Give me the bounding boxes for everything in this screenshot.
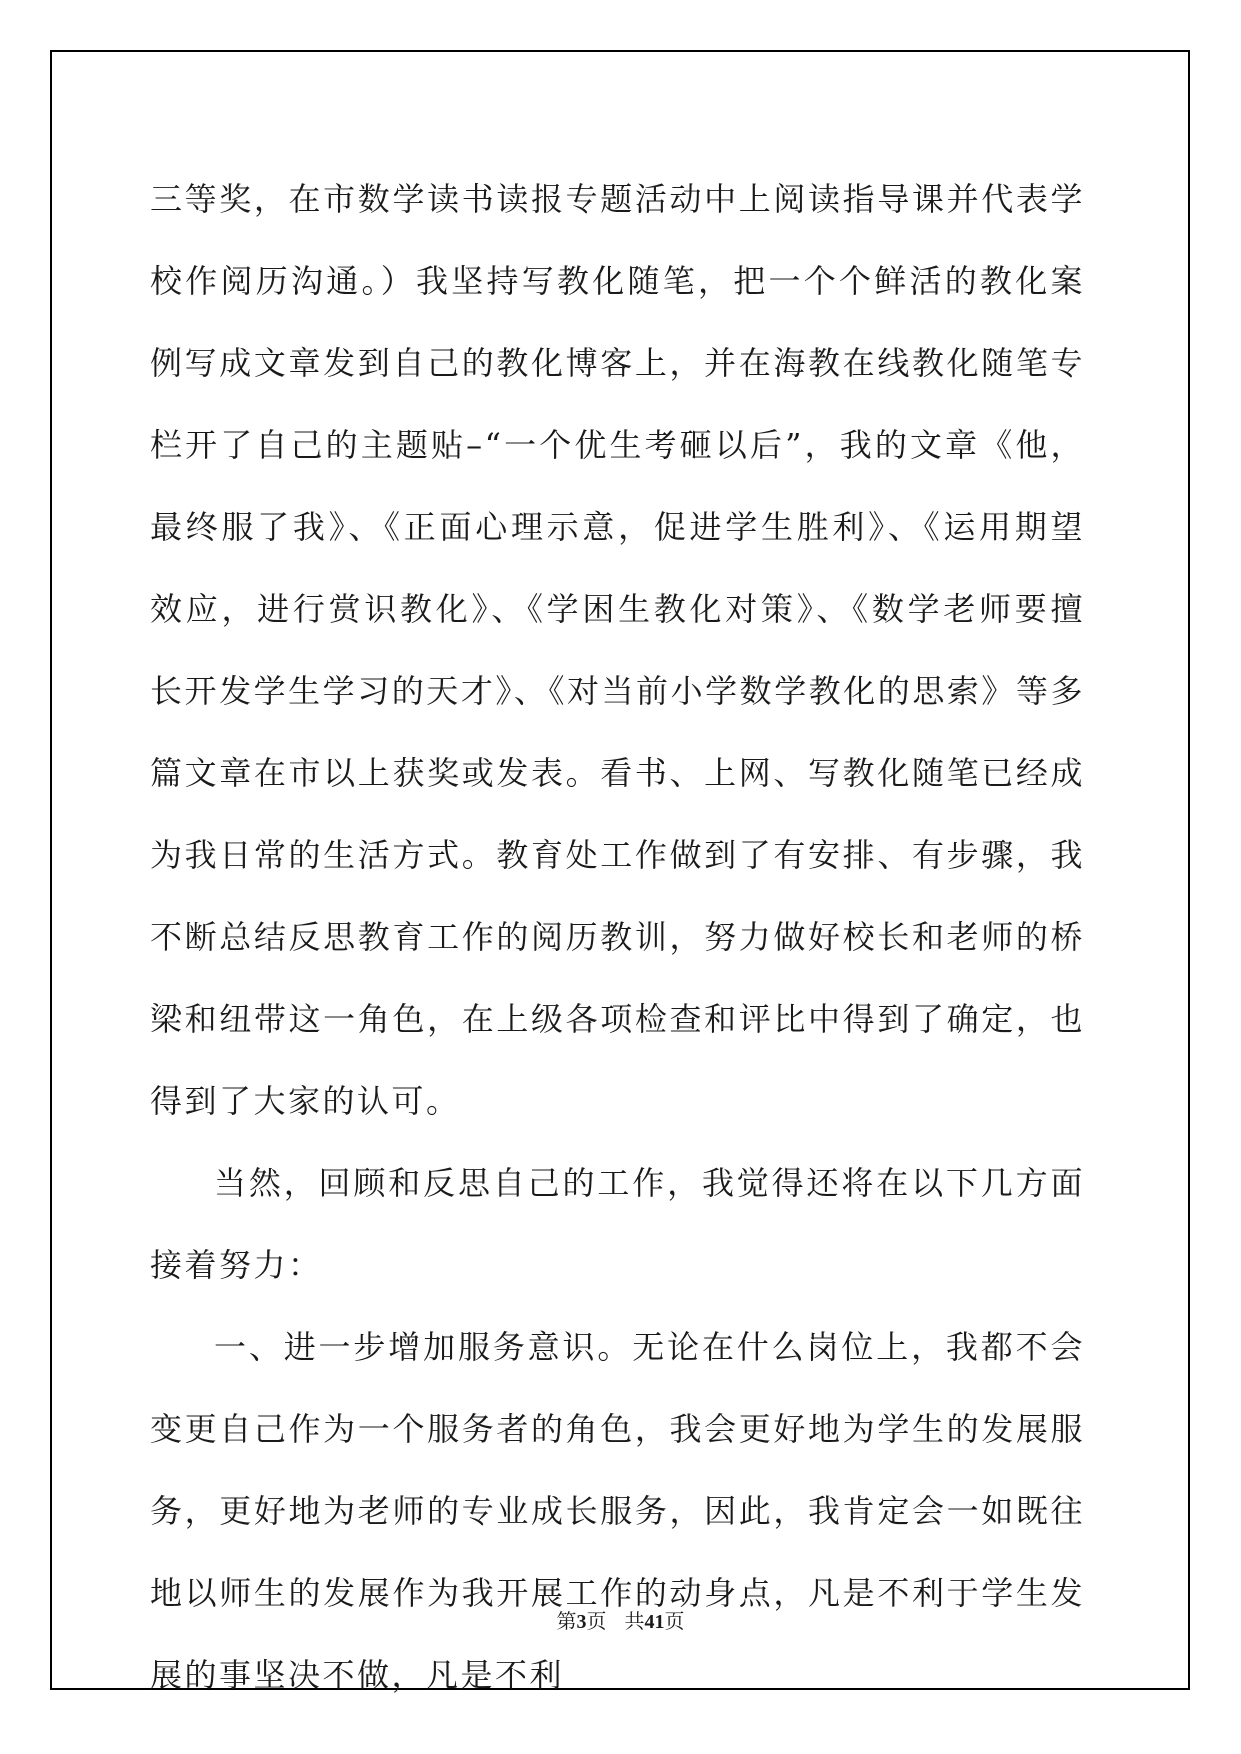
total-pages-number: 41 bbox=[644, 1611, 665, 1633]
paragraph-2: 当然，回顾和反思自己的工作，我觉得还将在以下几方面接着努力： bbox=[150, 1164, 1085, 1284]
paragraph-1: 三等奖，在市数学读书读报专题活动中上阅读指导课并代表学校作阅历沟通。）我坚持写教化随笔，把一个个鲜活的教化案例写成文章发到自己的教化博客上，并在海教在线教化随笔专栏开了自己的主题贴–“一个优生考砸以后”，我的文章《他，最终服了我》、《正面心理示意，促进学生胜利》、《运用期望效应，进行赏识教化》、《学困生教化对策》、《数学老师要擅长开发学生学习的天才》、《对当前小学数学教化的思索》等多篇文章在市以上获奖或发表。看书、上网、写教化随笔已经成为我日常的生活方式。教育处工作做到了有安排、有步骤，我不断总结反思教育工作的阅历教训，努力做好校长和老师的桥梁和纽带这一角色，在上级各项检查和评比中得到了确定，也得到了大家的认可。 bbox=[150, 180, 1085, 1120]
footer-page-suffix: 页 bbox=[586, 1611, 607, 1633]
footer-total-prefix: 共 bbox=[624, 1611, 645, 1633]
paragraph-3: 一、进一步增加服务意识。无论在什么岗位上，我都不会变更自己作为一个服务者的角色，我会更好地为学生的发展服务，更好地为老师的专业成长服务，因此，我肯定会一如既往地以师生的发展作为我开展工作的动身点，凡是不利于学生发展的事坚决不做，凡是不利 bbox=[150, 1328, 1085, 1694]
document-body bbox=[150, 158, 1085, 1716]
footer-prefix: 第 bbox=[556, 1611, 577, 1633]
page-footer bbox=[0, 1605, 1241, 1634]
footer-total-suffix: 页 bbox=[664, 1611, 685, 1633]
current-page-number: 3 bbox=[576, 1611, 587, 1633]
